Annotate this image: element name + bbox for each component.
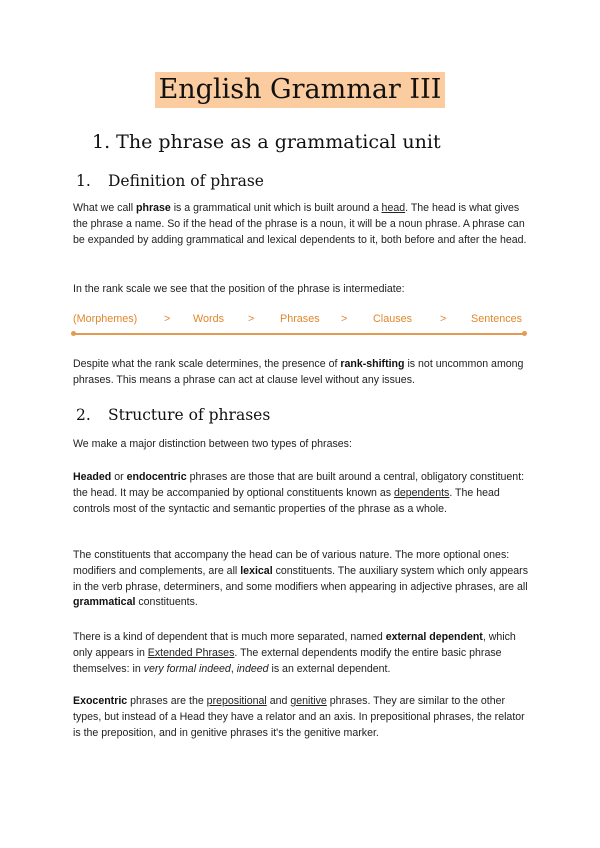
page-title: English Grammar III xyxy=(155,72,446,108)
subsection-title: Structure of phrases xyxy=(108,406,271,424)
rank-separator: > xyxy=(248,313,255,325)
rank-item-clauses: Clauses xyxy=(373,313,413,325)
text-run: What we call xyxy=(73,202,136,214)
text-run: phrases are the xyxy=(127,695,207,707)
paragraph-rank-scale-intro: In the rank scale we see that the position of the phrase is intermediate: xyxy=(73,283,405,295)
underlined-term: dependents xyxy=(393,486,450,499)
underlined-term: head xyxy=(381,202,406,214)
text-run: . The external dependents modify the entire basic phrase themselves: in xyxy=(73,646,502,675)
subsection-heading-structure xyxy=(76,406,270,424)
text-run: and xyxy=(266,695,291,707)
rank-separator: > xyxy=(440,313,447,325)
bold-term: lexical xyxy=(240,564,273,577)
subsection-number: 2. xyxy=(76,406,91,424)
underlined-term: prepositional xyxy=(206,695,267,707)
rank-item-sentences: Sentences xyxy=(471,313,523,325)
text-run: phrases. They are similar to the other types, but instead of a Head they have a relator and an axis. In prepositional phrases, the relator is the preposition, and in genitive phrases it's the genitive marker. xyxy=(73,695,525,739)
subsection-heading-definition xyxy=(76,172,264,190)
paragraph-constituents xyxy=(73,548,533,611)
bold-term: Headed xyxy=(73,471,112,483)
subsection-title: Definition of phrase xyxy=(108,172,264,190)
underlined-term: Extended Phrases xyxy=(147,646,235,659)
paragraph-distinction: We make a major distinction between two types of phrases: xyxy=(73,438,352,450)
paragraph-definition xyxy=(73,201,533,248)
rank-item-morphemes: (Morphemes) xyxy=(73,313,138,325)
bold-term: rank-shifting xyxy=(340,358,405,370)
text-run: . The head controls most of the syntactic and semantic properties of the phrase as a whole. xyxy=(73,486,500,515)
bold-term: endocentric xyxy=(126,471,187,483)
section-heading: 1. The phrase as a grammatical unit xyxy=(92,131,441,153)
rank-scale-divider-end xyxy=(71,331,76,336)
text-run: or xyxy=(111,471,127,483)
text-run: The constituents that accompany the head can be of various nature. The more optional ones: modifiers and complements, are all xyxy=(73,549,510,577)
paragraph-endocentric xyxy=(73,470,533,517)
text-run: , xyxy=(230,662,237,675)
bold-term: phrase xyxy=(136,202,171,214)
paragraph-exocentric xyxy=(73,694,533,741)
rank-scale-divider-end xyxy=(522,331,527,336)
text-run: is an external dependent. xyxy=(268,662,391,675)
text-run: constituents. xyxy=(135,596,198,609)
italic-term: very formal indeed xyxy=(143,662,231,675)
text-run: Despite what the rank scale determines, the presence of xyxy=(73,358,341,370)
text-run: constituents. The auxiliary system which only appears in the verb phrase, determiners, and some modifiers when appearing in adjective phrases, are all xyxy=(73,564,528,593)
italic-term: indeed xyxy=(236,662,269,675)
underlined-term: genitive xyxy=(290,695,327,707)
paragraph-rank-shifting xyxy=(73,357,533,389)
subsection-number: 1. xyxy=(76,172,91,190)
bold-term: Exocentric xyxy=(73,695,128,707)
rank-scale-divider xyxy=(73,333,525,335)
text-run: is a grammatical unit which is built around a xyxy=(170,202,382,214)
paragraph-external-dependent xyxy=(73,630,533,677)
text-run: , which only appears in xyxy=(73,631,516,659)
text-run: phrases are those that are built around a central, obligatory constituent: the head. It may be accompanied by optional constituents known as xyxy=(73,471,525,499)
rank-item-words: Words xyxy=(193,313,224,325)
rank-separator: > xyxy=(341,313,348,325)
bold-term: external dependent xyxy=(385,631,483,643)
text-run: There is a kind of dependent that is much more separated, named xyxy=(73,631,386,643)
text-run: . The head is what gives the phrase a name. So if the head of the phrase is a noun, it will be a noun phrase. A phrase can be expanded by adding grammatical and lexical dependents to it, both before and after the head. xyxy=(73,202,527,246)
rank-separator: > xyxy=(164,313,171,325)
text-run: is not uncommon among phrases. This means a phrase can act at clause level without any issues. xyxy=(73,358,524,386)
bold-term: grammatical xyxy=(73,596,136,609)
title-container xyxy=(0,72,600,108)
rank-item-phrases: Phrases xyxy=(280,313,320,325)
